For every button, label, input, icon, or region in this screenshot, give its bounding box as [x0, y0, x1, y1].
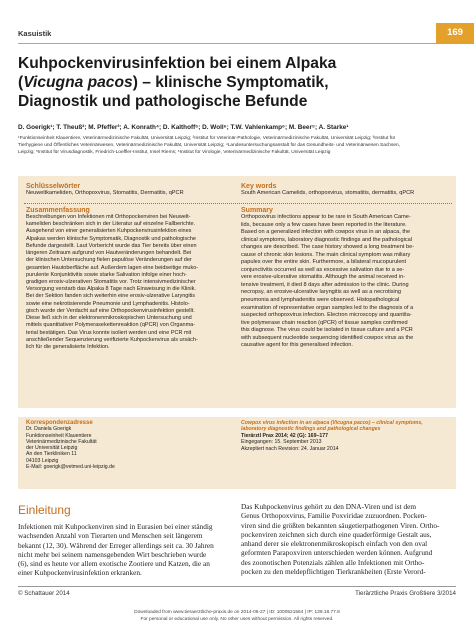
header-rule: [18, 43, 474, 44]
keywords-en-text: South American Camelids, orthopoxvirus, stomatitis, dermatitis, qPCR: [241, 190, 415, 196]
body-column-left: Infektionen mit Kuhpockenviren sind in Eurasien bei einer ständig wachsenden Anzahl von Tierarten und Menschen seit längerem bekannt (12, 30). Während der Erreger allerdings seit ca. 30 Jahren nicht mehr bei seinem namensgebenden Wirt beschrieben wurde (6), sind es heute vor allem exotische Zootiere und Katzen, die an einer Kuhpockenvirusinfektion erkranken.: [18, 522, 214, 578]
author-list: D. Goerigk¹; T. Theuß²; M. Pfeffer³; A. Konrath⁴; D. Kalthoff⁵; D. Woll⁶; T.W. Vahlenkamp⁶; M. Beer⁵; A. Starke¹: [18, 124, 349, 131]
article-title: Kuhpockenvirusinfektion bei einem Alpaka (Vicugna pacos) – klinische Symptomatik, Diagnostik und pathologische Befunde: [18, 55, 337, 110]
correspondence-email[interactable]: E-Mail: goerigk@vetmed.uni-leipzig.de: [26, 464, 115, 471]
summary-en-heading: Summary: [241, 207, 273, 214]
journal-reference: Tierärztl Prax 2014; 42 (G): 169–177: [241, 432, 328, 439]
copyright: © Schattauer 2014: [18, 590, 70, 597]
correspondence-heading: Korrespondenzadresse: [26, 420, 93, 426]
summary-en: [241, 207, 451, 350]
page-number: 169: [436, 23, 474, 43]
usage-notice: For personal or educational use only. No other uses without permission. All rights reserved.: [140, 617, 334, 622]
english-title: Cowpox virus infection in an alpaca (Vicugna pacos) – clinical symptoms, laboratory diagnostic findings and pathological changes: [241, 420, 423, 433]
received-date: Eingegangen: 15. September 2013: [241, 439, 322, 446]
affiliations: ¹Funktionseinheit Klauentiere, Veterinärmedizinische Fakultät, Universität Leipzig; ²Institut für Veterinär-Pathologie, Veterinärmedizinische Fakultät, Universität Leipzig; ³Institut für Tierhygiene und Öffentliches Veterinärwesen, Veterinärmedizinische Fakultät, Universität Leipzig; ⁴Landesuntersuchungsanstalt für das Gesundheits- und Veterinärwesen Sachsen, Leipzig; ⁵Institut für Virusdiagnostik, Friedrich-Loeffler-Institut, Insel Riems; ⁶Institut für Virologie, Veterinärmedizinische Fakultät, Universität Leipzig: [18, 136, 401, 155]
page-header: [0, 0, 474, 44]
keywords-en-heading: Key words: [241, 183, 277, 190]
title-line-3: Diagnostik und pathologische Befunde: [18, 93, 308, 110]
summary-de-text: Beschreibungen von Infektionen mit Orthopockenviren bei Neuwelt- kameliden beschränken sich in der Literatur auf einzelne Fallberichte. Ausgehend von einer generalisierten Kuhpockenvirusinfektion eines Alpakas werden klinische Symptomatik, Diagnostik und pathologische Befunde dargestellt. Laut Vorbericht wurde das Tier bereits über einen längeren Zeitraum aufgrund von Hautveränderungen behandelt. Bei der klinischen Untersuchung fielen papulöse Veränderungen auf der gesamten Hautoberfläche auf. Außerdem lagen eine beidseitige muko- purulente Konjunktivitis sowie starke Salivation infolge einer hoch- gradigen erosiv-ulzerativen Stomatitis vor. Trotz intensivmedizinischer Versorgung verstarb das Alpaka 8 Tage nach Einweisung in die Klinik. Bei der Sektion fanden sich weiterhin eine erosiv-ulzerative Laryngitis sowie eine nekrotisierende Pneumonie und Lymphadenitis. Histolo- gisch wurde der Verdacht auf eine Orthopockenvirusinfektion gestellt. Diese ließ sich in der elektronenmikroskopischen Untersuchung und mittels quantitativer Polymerasekettenreaktion (qPCR) von Organma- terial bestätigen. Das Virus konnte isoliert werden und eine PCR mit anschließender Sequenzierung verifizierte Kuhpockenvirus als ursäch- lich für die generalisierte Infektion.: [26, 214, 199, 350]
title-species: Vicugna pacos: [23, 74, 133, 91]
journal-issue: Tierärztliche Praxis Großtiere 3/2014: [355, 590, 456, 597]
summary-de-heading: Zusammenfassung: [26, 207, 90, 214]
keywords-de: [26, 183, 229, 197]
keywords-de-text: Neuweltkameliden, Orthopoxvirus, Stomatitis, Dermatitis, qPCR: [26, 190, 184, 196]
footer-rule: [18, 586, 456, 587]
correspondence-address: Korrespondenzadresse Dr. Daniela Goerigk Funktionseinheit Klauentiere Veterinärmedizinische Fakultät der Universität Leipzig An den Tierkliniken 11 04103 Leipzig E-Mail: goerigk@vetmed.uni-leipzig.de: [26, 420, 226, 470]
keywords-de-heading: Schlüsselwörter: [26, 183, 81, 190]
summary-en-text: Orthopoxvirus infections appear to be rare in South American Came- lids, because only a few cases have been reported in the literature. Based on a generalized infection with cowpox virus in an alpaca, the clinical symptoms, laboratory diagnostic findings and the pathological changes are described. The case history showed a long treatment be- cause of chronic skin lesions. The main clinical symptom was miliary papules over the entire skin. Furthermore, a bilateral mucopurulent conjunctivitis occurred as well as excessive salivation due to a se- vere erosive-ulcerative stomatitis. Although the animal received in- tensive treatment, it died 8 days after admission to the clinic. During necropsy, an erosive-ulcerative laryngitis as well as a necrotising pneumonia and lymphadenitis were observed. Histopathological examination of representative organ samples led to the diagnosis of a suspected orthopoxvirus infection. Electron microscopy and quantita- tive polymerase chain reaction (qPCR) of tissue samples confirmed this diagnose. The virus could be isolated in tissue culture and a PCR with subsequent nucleotide sequencing identified cowpox virus as the causative agent for this generalised infection.: [241, 214, 415, 349]
keywords-en: [241, 183, 451, 197]
summary-de: [26, 207, 229, 351]
dotted-separator: [24, 203, 452, 204]
section-heading: Einleitung: [18, 503, 71, 517]
accepted-date: Akzeptiert nach Revision: 24. Januar 2014: [241, 445, 339, 452]
download-notice: Downloaded from www.tieraerztliche-praxis.de on 2014-06-27 | ID: 1000521564 | IP: 139.18.77.8: [134, 610, 340, 615]
citation-block: [241, 420, 453, 452]
title-line-1: Kuhpockenvirusinfektion bei einem Alpaka: [18, 55, 337, 72]
body-column-right: Das Kuhpockenvirus gehört zu den DNA-Viren und ist dem Genus Orthopoxvirus, Familie Poxviridae zuzuordnen. Pocken- viren sind die größten bekannten säugetierpathogenen Viren. Ortho- pockenviren zeichnen sich durch eine quaderförmige Gestalt aus, anhand derer sie elektronenmikroskopisch einfach von den oval geformten Parapoxviren unterschieden werden können. Aufgrund des zoonotischen Potenzials zählen alle Infektionen mit Ortho- pocken zu den meldepflichtigen Tierkrankheiten (Erste Verord-: [241, 502, 440, 577]
section-label: Kasuistik: [18, 29, 52, 38]
